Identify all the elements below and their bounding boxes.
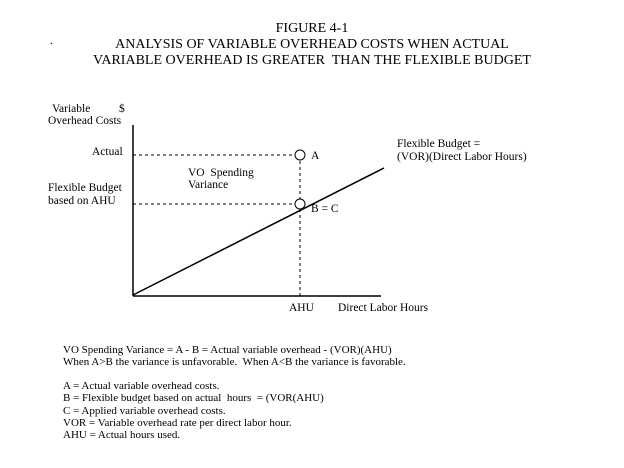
rule-note: When A>B the variance is unfavorable. When A<B the variance is favorable. <box>63 356 406 368</box>
x-tick-ahu: AHU <box>289 302 314 314</box>
y-axis-label-line1: Variable <box>52 103 91 115</box>
formula-note: VO Spending Variance = A - B = Actual variable overhead - (VOR)(AHU) <box>63 344 392 356</box>
title-mark: . <box>50 35 53 47</box>
definition-a: A = Actual variable overhead costs. <box>63 380 220 392</box>
figure-title-line1: ANALYSIS OF VARIABLE OVERHEAD COSTS WHEN ACTUAL <box>115 37 509 52</box>
variance-label-line1: VO Spending <box>188 167 254 179</box>
x-axis-label: Direct Labor Hours <box>338 302 429 314</box>
point-a-marker <box>295 150 305 160</box>
y-tick-actual: Actual <box>92 146 123 158</box>
variance-label-line2: Variance <box>188 179 229 191</box>
y-axis-dollar-sign: $ <box>119 103 125 115</box>
y-tick-flex-line2: based on AHU <box>48 195 116 207</box>
flex-budget-label-line2: (VOR)(Direct Labor Hours) <box>397 151 527 163</box>
y-tick-flex-line1: Flexible Budget <box>48 182 122 194</box>
flexible-budget-line <box>133 168 384 295</box>
definition-vor: VOR = Variable overhead rate per direct labor hour. <box>63 417 292 429</box>
y-axis-label-line2: Overhead Costs <box>48 115 122 127</box>
figure-number: FIGURE 4-1 <box>275 21 349 36</box>
definition-c: C = Applied variable overhead costs. <box>63 405 226 417</box>
definition-ahu: AHU = Actual hours used. <box>63 429 181 441</box>
flex-budget-label-line1: Flexible Budget = <box>397 138 481 150</box>
point-a-label: A <box>311 150 320 162</box>
point-bc-marker <box>295 199 305 209</box>
figure-title-line2: VARIABLE OVERHEAD IS GREATER THAN THE FLEXIBLE BUDGET <box>93 53 531 68</box>
definition-b: B = Flexible budget based on actual hours = (VOR(AHU) <box>63 392 324 404</box>
point-bc-label: B = C <box>311 203 339 215</box>
